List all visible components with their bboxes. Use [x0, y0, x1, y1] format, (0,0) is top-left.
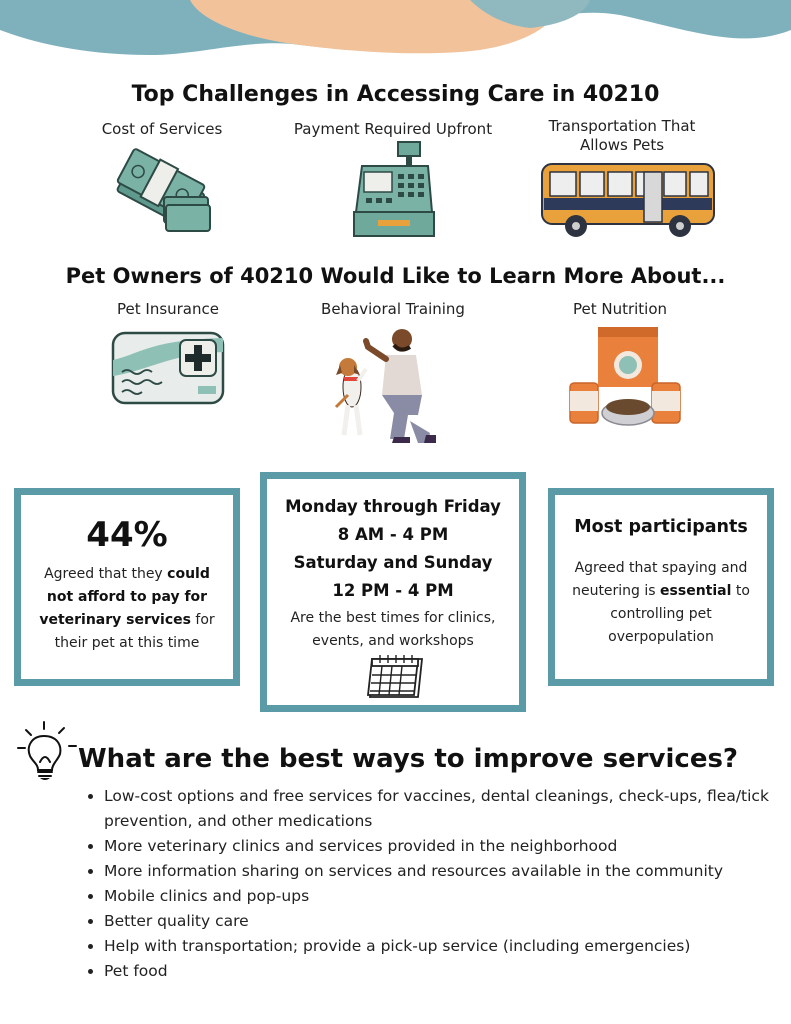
schedule-note-line1: Are the best times for clinics,: [290, 610, 496, 626]
learn-label-nutrition: Pet Nutrition: [572, 300, 668, 318]
stat-box-schedule: [260, 472, 526, 712]
stat-box-affordability: [14, 488, 240, 686]
learn-label-training: Behavioral Training: [321, 300, 465, 318]
stat-affordability-line3-bold: veterinary services: [39, 612, 191, 628]
spay-line3: controlling pet: [610, 606, 712, 622]
bus-icon: [540, 158, 718, 240]
learn-title: Pet Owners of 40210 Would Like to Learn More About...: [65, 264, 726, 288]
list-item: • Better quality care: [104, 909, 784, 934]
challenge-label-transport-line2: Allows Pets: [579, 136, 665, 154]
list-item: • More veterinary clinics and services provided in the neighborhood: [104, 834, 784, 859]
list-item: • More information sharing on services and resources available in the community: [104, 859, 784, 884]
schedule-weekend-label: Saturday and Sunday: [293, 553, 493, 572]
lightbulb-icon: [14, 718, 78, 784]
stat-affordability-text: [21, 563, 233, 655]
money-stack-icon: [108, 145, 212, 235]
spay-text: [555, 557, 767, 649]
challenge-label-cost: Cost of Services: [101, 120, 223, 138]
insurance-card-icon: [110, 330, 226, 406]
dog-training-icon: [330, 325, 442, 449]
spay-line2-bold: essential: [660, 583, 732, 599]
challenge-label-transport: [522, 117, 722, 155]
list-item: • Help with transportation; provide a pick-up service (including emergencies): [104, 934, 784, 959]
improve-title: What are the best ways to improve services?: [78, 744, 739, 774]
challenge-label-transport-line1: Transportation That: [548, 117, 696, 135]
learn-label-insurance: Pet Insurance: [117, 300, 219, 318]
list-item: • Mobile clinics and pop-ups: [104, 884, 784, 909]
list-item: • Pet food: [104, 959, 784, 984]
header-decoration: [0, 0, 791, 60]
schedule-text: [267, 493, 519, 653]
stat-box-spay-neuter: [548, 488, 774, 686]
stat-affordability-line1-pre: Agreed that they: [44, 566, 168, 582]
stat-affordability-line3-post: for: [190, 612, 215, 628]
improve-list: [82, 784, 784, 984]
spay-line4: overpopulation: [608, 629, 714, 645]
list-item: • Low-cost options and free services for vaccines, dental cleanings, check-ups, flea/tick prevention, and other medications: [104, 784, 784, 834]
spay-line2-pre: neutering is: [572, 583, 661, 599]
stat-affordability-line4: their pet at this time: [54, 635, 200, 651]
stat-affordability-line2-bold: not afford to pay for: [46, 589, 208, 605]
spay-heading: Most participants: [574, 517, 748, 537]
schedule-note-line2: events, and workshops: [312, 633, 474, 649]
schedule-weekday-label: Monday through Friday: [285, 497, 501, 516]
calendar-icon: [366, 651, 428, 701]
cash-register-icon: [352, 140, 436, 240]
spay-line2-post: to: [731, 583, 750, 599]
challenges-title: Top Challenges in Accessing Care in 40210: [131, 82, 660, 107]
challenge-label-payment: Payment Required Upfront: [293, 120, 493, 138]
spay-line1: Agreed that spaying and: [574, 560, 748, 576]
stat-percent: 44%: [86, 515, 168, 555]
schedule-weekday-hours: 8 AM - 4 PM: [337, 525, 449, 544]
stat-affordability-line1-bold: could: [167, 566, 210, 582]
pet-food-icon: [568, 325, 682, 429]
schedule-weekend-hours: 12 PM - 4 PM: [332, 581, 454, 600]
